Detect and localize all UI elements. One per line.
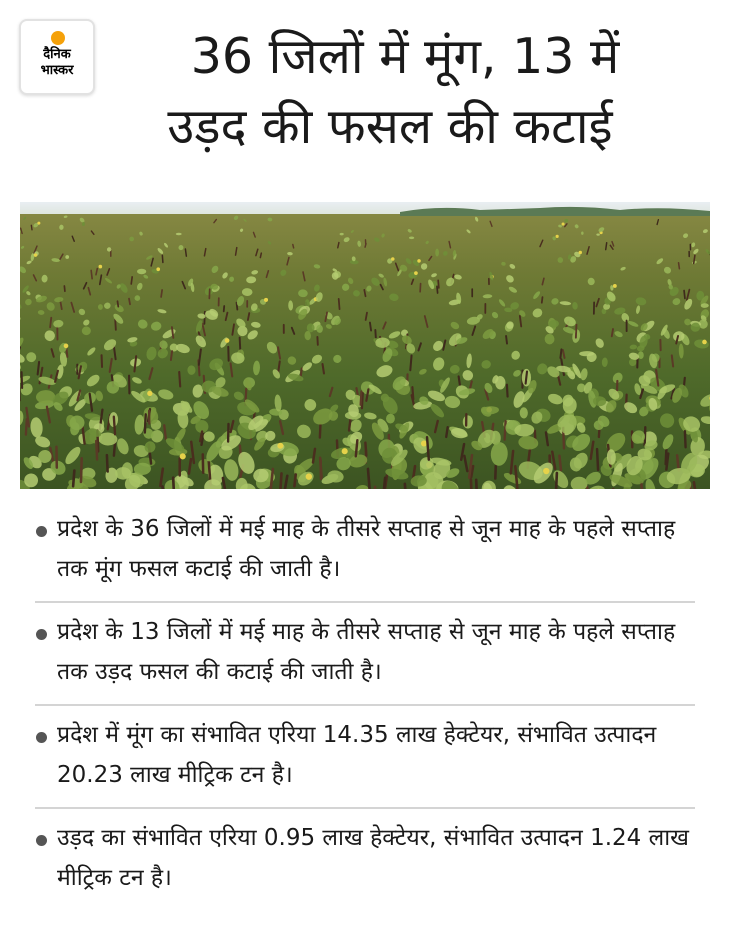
point-text: प्रदेश के 36 जिलों में मई माह के तीसरे सप्ताह से जून माह के पहले सप्ताह तक मूंग फसल कटाई की जाती है। [57,516,676,582]
point-text: प्रदेश के 13 जिलों में मई माह के तीसरे सप्ताह से जून माह के पहले सप्ताह तक उड़द फसल की कटाई की जाती है। [57,619,676,685]
field-of-moong-crop-icon [20,202,710,489]
bullet-icon [36,835,47,846]
sun-icon [51,31,65,45]
list-item [35,500,695,603]
bullet-icon [36,526,47,537]
logo-text-line1: दैनिक [43,47,71,62]
page-title [70,22,710,162]
list-item [35,809,695,910]
key-points-list [35,500,695,910]
title-line-1: 36 जिलों में मूंग, 13 में [190,28,620,85]
point-text: प्रदेश में मूंग का संभावित एरिया 14.35 लाख हेक्टेयर, संभावित उत्पादन 20.23 लाख मीट्रिक टन है। [57,722,657,788]
title-line-2: उड़द की फसल की कटाई [167,98,613,155]
logo-text-line2: भास्कर [40,63,74,78]
point-text: उड़द का संभावित एरिया 0.95 लाख हेक्टेयर, संभावित उत्पादन 1.24 लाख मीट्रिक टन है। [57,825,689,891]
bullet-icon [36,732,47,743]
list-item [35,603,695,706]
bullet-icon [36,629,47,640]
crop-field-photo [20,202,710,489]
list-item [35,706,695,809]
